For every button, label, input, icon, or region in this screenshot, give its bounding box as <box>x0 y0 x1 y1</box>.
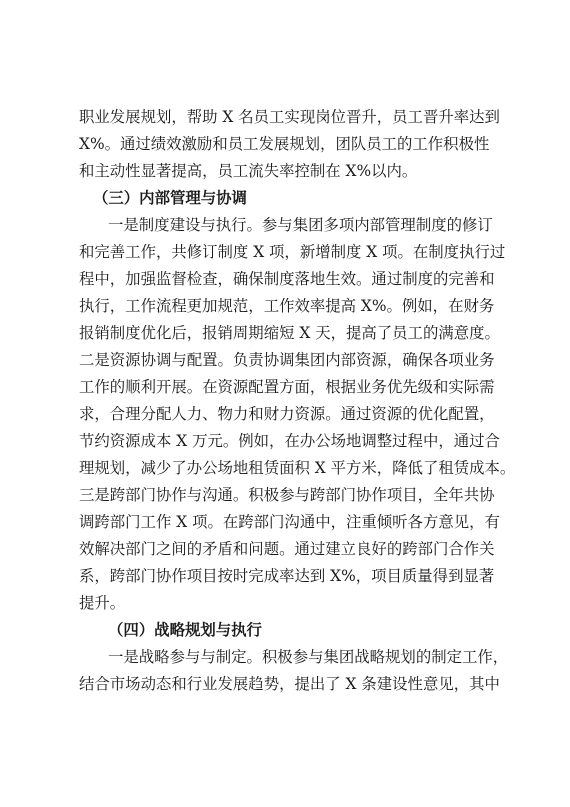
paragraph-line: 一是制度建设与执行。参与集团多项内部管理制度的修订 <box>108 216 493 234</box>
paragraph-line: 职业发展规划，帮助 X 名员工实现岗位晋升，员工晋升率达到 <box>79 108 500 126</box>
paragraph-line: 工作的顺利开展。在资源配置方面，根据业务优先级和实际需 <box>79 378 495 396</box>
paragraph-line: 节约资源成本 X 万元。例如，在办公场地调整过程中，通过合 <box>79 432 500 450</box>
paragraph-line: 三是跨部门协作与沟通。积极参与跨部门协作项目，全年共协 <box>79 486 495 504</box>
paragraph-line: X%。通过绩效激励和员工发展规划，团队员工的工作积极性 <box>79 135 490 153</box>
paragraph-line: 求，合理分配人力、物力和财力资源。通过资源的优化配置， <box>79 405 495 423</box>
paragraph-line: 结合市场动态和行业发展趋势，提出了 X 条建设性意见，其中 <box>79 675 500 693</box>
paragraph-line: 和完善工作，共修订制度 X 项，新增制度 X 项。在制度执行过 <box>79 243 506 261</box>
paragraph-line: 效解决部门之间的矛盾和问题。通过建立良好的跨部门合作关 <box>79 540 495 558</box>
paragraph-line: 理规划，减少了办公场地租赁面积 X 平方米，降低了租赁成本。 <box>79 459 516 477</box>
section-heading-3: （三）内部管理与协调 <box>93 189 247 207</box>
paragraph-line: 和主动性显著提高，员工流失率控制在 X%以内。 <box>79 162 418 180</box>
paragraph-line: 执行，工作流程更加规范，工作效率提高 X%。例如，在财务 <box>79 297 495 315</box>
paragraph-line: 系，跨部门协作项目按时完成率达到 X%，项目质量得到显著 <box>79 567 495 585</box>
section-heading-4: （四）战略规划与执行 <box>108 621 262 639</box>
paragraph-line: 二是资源协调与配置。负责协调集团内部资源，确保各项业务 <box>79 351 495 369</box>
paragraph-line: 报销制度优化后，报销周期缩短 X 天，提高了员工的满意度。 <box>79 324 500 342</box>
paragraph-line: 程中，加强监督检查，确保制度落地生效。通过制度的完善和 <box>79 270 495 288</box>
paragraph-line: 一是战略参与与制定。积极参与集团战略规划的制定工作， <box>108 648 509 666</box>
paragraph-line: 提升。 <box>79 594 126 612</box>
paragraph-line: 调跨部门工作 X 项。在跨部门沟通中，注重倾听各方意见，有 <box>79 513 500 531</box>
